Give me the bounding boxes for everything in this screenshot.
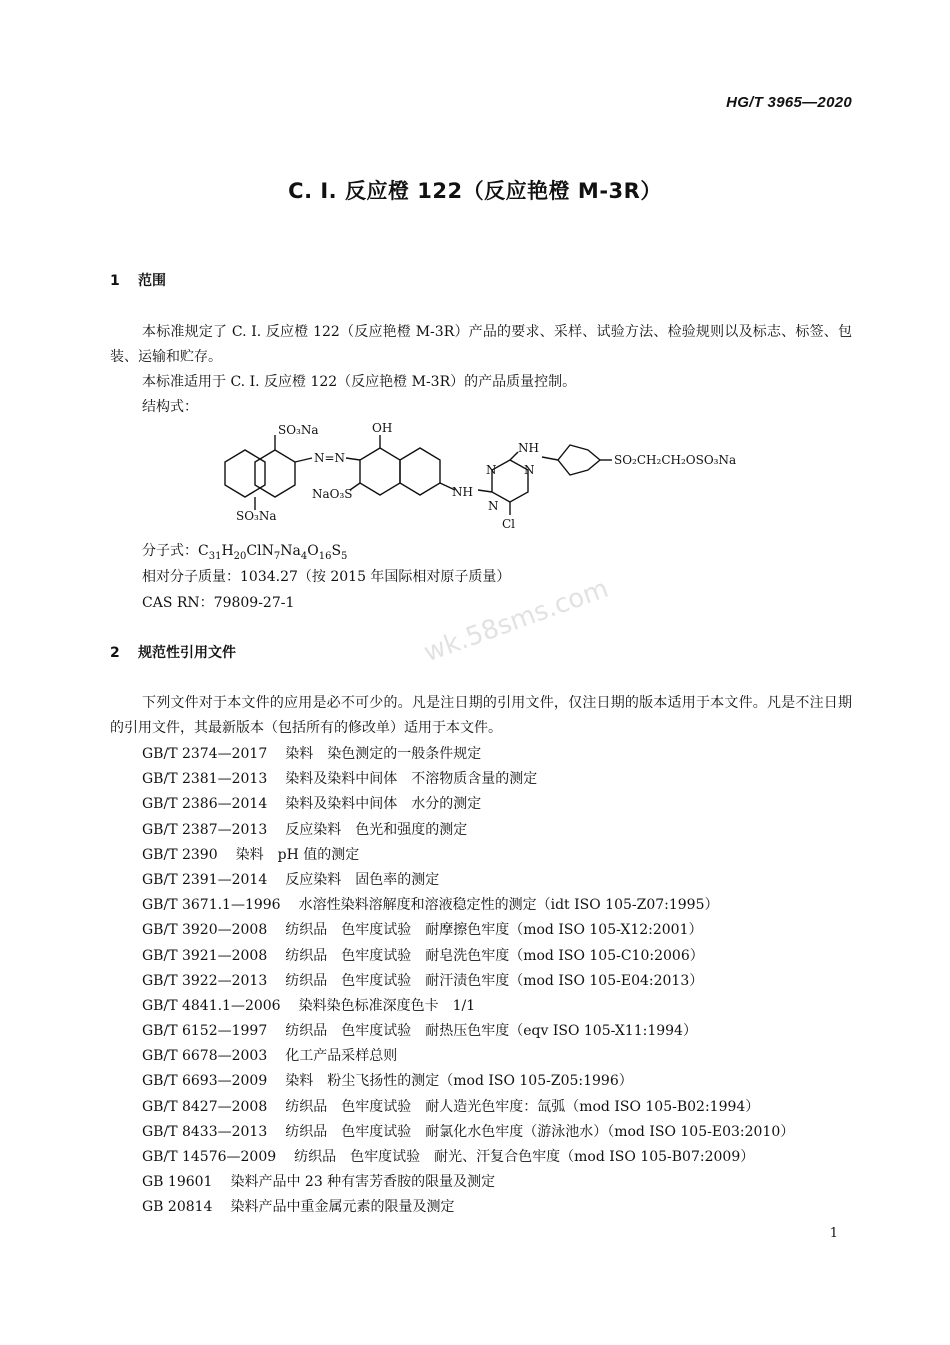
reference-item <box>142 792 862 817</box>
label-nao3s: NaO₃S <box>312 487 353 501</box>
section-1-heading <box>110 270 166 290</box>
reference-title: 染料产品中重金属元素的限量及测定 <box>230 1199 455 1216</box>
reference-title: 纺织品 色牢度试验 耐皂洗色牢度（mod ISO 105-C10:2006） <box>285 947 704 964</box>
reference-item <box>142 1019 862 1044</box>
reference-code: GB/T 2391—2014 <box>142 871 268 888</box>
section-2-title: 规范性引用文件 <box>138 645 236 661</box>
reference-title: 染料产品中 23 种有害芳香胺的限量及测定 <box>230 1174 496 1191</box>
reference-item <box>142 994 862 1019</box>
reference-code: GB/T 3920—2008 <box>142 922 268 939</box>
cas-label: CAS RN： <box>142 595 214 611</box>
reference-item <box>142 1195 862 1220</box>
cas-value: 79809-27-1 <box>213 595 295 611</box>
scope-paragraph-2: 本标准适用于 C. I. 反应橙 122（反应艳橙 M-3R）的产品质量控制。 <box>142 374 577 390</box>
label-azo: N=N <box>314 451 346 465</box>
molecular-mass-label: 相对分子质量： <box>142 569 240 585</box>
reference-title: 反应染料 固色率的测定 <box>285 871 440 888</box>
reference-title: 纺织品 色牢度试验 耐光、汗复合色牢度（mod ISO 105-B07:2009） <box>294 1149 755 1165</box>
reference-code: GB/T 2374—2017 <box>142 746 268 762</box>
reference-item <box>142 1095 862 1120</box>
reference-item <box>142 818 862 843</box>
reference-item <box>142 767 862 792</box>
reference-code: GB/T 6693—2009 <box>142 1073 268 1090</box>
reference-code: GB 20814 <box>142 1199 213 1216</box>
molecular-formula: $C_{31}H_{20}ClN_7Na_4O_{16}S_5$ <box>198 543 348 562</box>
reference-item <box>142 843 862 868</box>
reference-code: GB/T 3922—2013 <box>142 972 268 989</box>
reference-title: 染料 粉尘飞扬性的测定（mod ISO 105-Z05:1996） <box>285 1073 633 1090</box>
reference-code: GB/T 6678—2003 <box>142 1048 268 1065</box>
reference-code: GB/T 2386—2014 <box>142 796 268 813</box>
section-1-number: 1 <box>110 273 120 289</box>
reference-code: GB/T 6152—1997 <box>142 1023 268 1040</box>
molecular-formula-label: 分子式： <box>142 543 198 559</box>
reference-code: GB/T 2381—2013 <box>142 771 268 788</box>
reference-code: GB 19601 <box>142 1174 213 1191</box>
cas-line <box>142 592 294 614</box>
page-number: 1 <box>829 1226 838 1241</box>
reference-item <box>142 969 862 994</box>
reference-item <box>142 1120 862 1145</box>
watermark: wk.58sms.com <box>420 573 613 669</box>
reference-title: 化工产品采样总则 <box>285 1048 398 1065</box>
label-side-chain: SO₂CH₂CH₂OSO₃Na <box>614 453 737 467</box>
reference-code: GB/T 2387—2013 <box>142 821 268 838</box>
structural-formula <box>220 420 740 535</box>
document-title: C. I. 反应橙 122（反应艳橙 M-3R） <box>288 179 662 203</box>
molecular-mass-value: 1034.27（按 2015 年国际相对原子质量） <box>240 569 511 585</box>
label-oh: OH <box>372 421 393 435</box>
label-cl: Cl <box>502 517 516 531</box>
reference-title: 纺织品 色牢度试验 耐热压色牢度（eqv ISO 105-X11:1994） <box>285 1023 697 1040</box>
scope-paragraph-1: 本标准规定了 C. I. 反应橙 122（反应艳橙 M-3R）产品的要求、采样、试验方法、检验规则以及标志、标签、包装、运输和贮存。 <box>110 324 852 365</box>
molecular-formula-line <box>142 540 347 568</box>
reference-item <box>142 1145 862 1170</box>
reference-item <box>142 1069 862 1094</box>
reference-code: GB/T 4841.1—2006 <box>142 997 281 1014</box>
reference-item <box>142 1044 862 1069</box>
reference-title: 染料及染料中间体 不溶物质含量的测定 <box>285 771 538 788</box>
reference-list <box>142 742 862 1221</box>
label-n-2: N <box>524 463 535 477</box>
label-n-1: N <box>486 463 497 477</box>
label-nh-bottom: NH <box>452 485 473 499</box>
reference-title: 染料染色标准深度色卡 1/1 <box>298 997 476 1014</box>
reference-title: 反应染料 色光和强度的测定 <box>285 821 468 838</box>
label-so3na-bottom: SO₃Na <box>236 509 277 523</box>
label-n-3: N <box>488 499 499 513</box>
section-1-title: 范围 <box>138 273 166 289</box>
reference-code: GB/T 14576—2009 <box>142 1149 277 1165</box>
reference-title: 纺织品 色牢度试验 耐氯化水色牢度（游泳池水）（mod ISO 105-E03:2010） <box>285 1123 795 1140</box>
label-nh-top: NH <box>518 441 539 455</box>
section-2-heading <box>110 642 236 662</box>
standard-code: HG/T 3965—2020 <box>726 94 852 111</box>
reference-code: GB/T 2390 <box>142 846 218 863</box>
reference-title: 纺织品 色牢度试验 耐摩擦色牢度（mod ISO 105-X12:2001） <box>285 922 703 939</box>
reference-item <box>142 868 862 893</box>
reference-item <box>142 1170 862 1195</box>
reference-title: 纺织品 色牢度试验 耐人造光色牢度：氙弧（mod ISO 105-B02:1994） <box>285 1098 760 1115</box>
reference-item <box>142 944 862 969</box>
reference-item <box>142 742 862 767</box>
reference-code: GB/T 8433—2013 <box>142 1123 268 1140</box>
reference-code: GB/T 3921—2008 <box>142 947 268 964</box>
section-2-number: 2 <box>110 645 120 661</box>
reference-code: GB/T 3671.1—1996 <box>142 897 281 914</box>
reference-item <box>142 893 862 918</box>
reference-item <box>142 918 862 943</box>
reference-title: 水溶性染料溶解度和溶液稳定性的测定（idt ISO 105-Z07:1995） <box>298 897 719 914</box>
reference-title: 染料及染料中间体 水分的测定 <box>285 796 482 813</box>
label-so3na-top: SO₃Na <box>278 423 319 437</box>
structure-label: 结构式： <box>142 399 198 415</box>
reference-title: 染料 pH 值的测定 <box>235 846 360 863</box>
reference-code: GB/T 8427—2008 <box>142 1098 268 1115</box>
molecular-mass-line <box>142 566 510 588</box>
reference-title: 染料 染色测定的一般条件规定 <box>285 746 482 762</box>
reference-title: 纺织品 色牢度试验 耐汗渍色牢度（mod ISO 105-E04:2013） <box>285 972 704 989</box>
references-paragraph: 下列文件对于本文件的应用是必不可少的。凡是注日期的引用文件，仅注日期的版本适用于本文件。凡是不注日期的引用文件，其最新版本（包括所有的修改单）适用于本文件。 <box>110 695 852 736</box>
